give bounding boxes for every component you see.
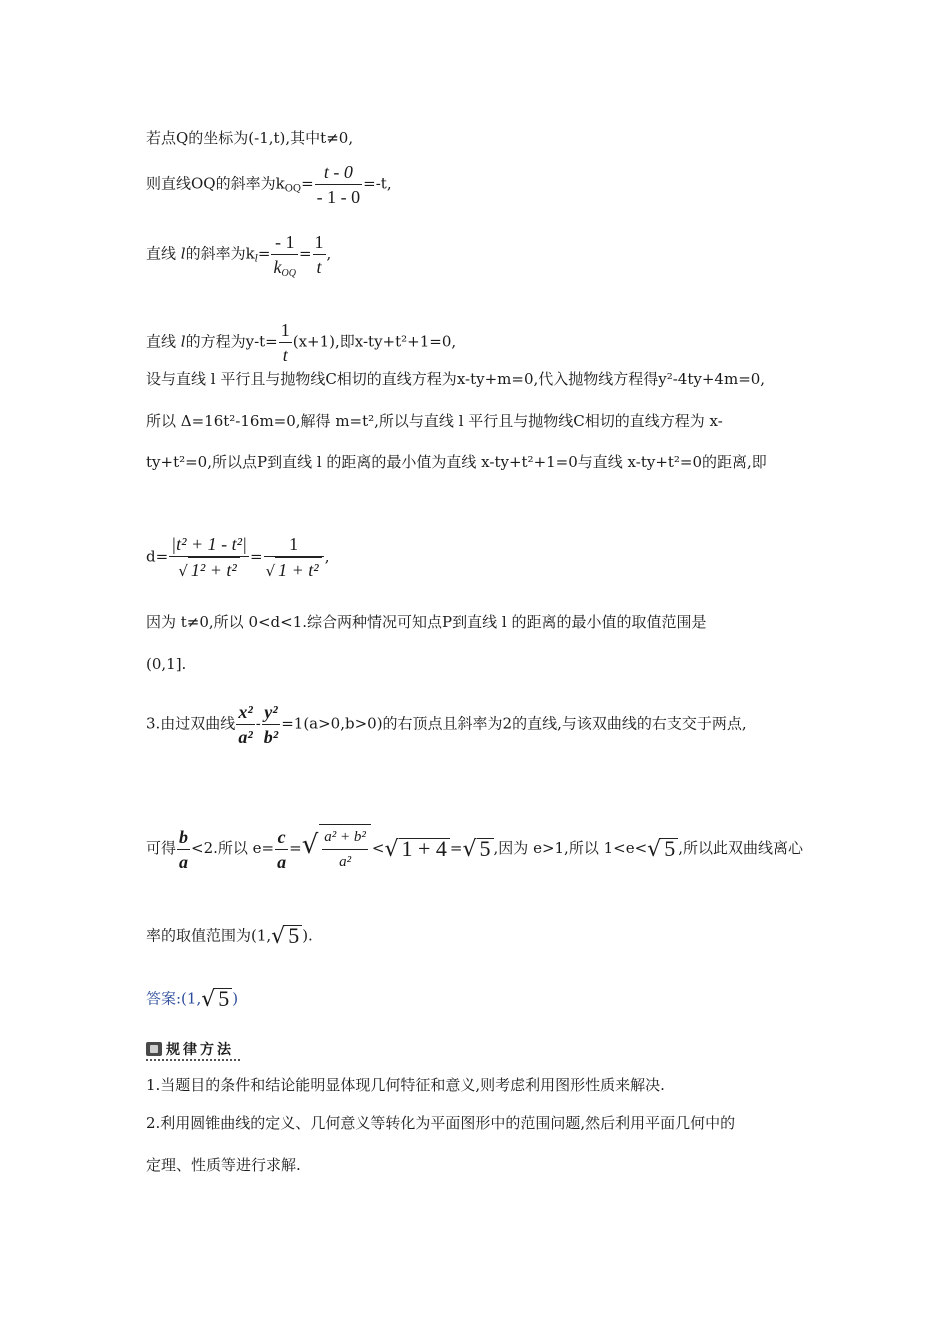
denominator: t (282, 345, 288, 365)
fraction (313, 230, 326, 279)
text: - (255, 714, 261, 733)
numerator: 1 (313, 230, 326, 255)
fraction (264, 532, 324, 583)
method-item: 定理、性质等进行求解. (146, 1156, 301, 1174)
fraction (271, 230, 297, 279)
denominator (264, 557, 324, 583)
fraction: $\frac{\text{a² + b²}}{\text{a²}}$ (319, 824, 371, 874)
text-line: 因为 t≠0,所以 0<d<1.综合两种情况可知点P到直线 l 的距离的最小值的取值范围是 (146, 613, 707, 631)
numerator: x² (236, 700, 254, 725)
denominator: a² (238, 727, 253, 747)
fraction (279, 318, 292, 367)
text: ). (302, 926, 313, 945)
sqrt: √ $\frac{\text{a² + b²}}{\text{a²}}$ (302, 824, 372, 874)
text: = (298, 244, 312, 263)
text: = (449, 839, 463, 857)
text-line: 所以 Δ=16t²-16m=0,解得 m=t²,所以与直线 l 平行且与抛物线C相切的直线方程为 x- (146, 412, 723, 430)
text-line: 若点Q的坐标为(-1,t),其中t≠0, (146, 129, 354, 147)
fraction (177, 825, 190, 874)
section-tag-label: 规律方法 (166, 1042, 234, 1058)
denominator: a (277, 851, 287, 872)
text-line (146, 160, 392, 209)
text: =1(a>0,b>0)的右顶点且斜率为2的直线,与该双曲线的右支交于两点, (281, 714, 747, 733)
numerator: 1 (264, 532, 324, 557)
fraction (169, 532, 249, 583)
sqrt: √ 5 (201, 988, 232, 1011)
text: = (250, 547, 263, 566)
method-item: 1.当题目的条件和结论能明显体现几何特征和意义,则考虑利用图形性质来解决. (146, 1076, 665, 1094)
denominator (169, 557, 249, 583)
text-line (146, 925, 313, 948)
text: 3.由过双曲线 (146, 714, 236, 733)
text-line (146, 318, 456, 367)
numerator: y² (262, 700, 280, 725)
fraction (275, 825, 288, 874)
text: < (371, 839, 385, 857)
text-line: (0,1]. (146, 655, 187, 673)
denominator: $k_{OQ}$ (273, 257, 296, 279)
subscript: l (254, 253, 258, 265)
sqrt: √ 1 + 4 (384, 838, 449, 861)
text: 直线 (146, 244, 177, 263)
text-line (146, 532, 329, 583)
numerator: 1 (279, 318, 292, 343)
denominator: t (316, 257, 322, 277)
sqrt: √ 1 + t² (266, 557, 322, 583)
variable-l: l (180, 244, 186, 263)
text: (x+1),即x-ty+t²+1=0, (292, 332, 457, 351)
text: 的方程为y-t= (185, 332, 278, 351)
text: ) (232, 989, 239, 1008)
fraction (236, 700, 254, 749)
text: 可得 (146, 839, 177, 857)
sqrt: √ 1² + t² (178, 557, 240, 583)
text: =-t, (363, 174, 392, 193)
text: 则直线OQ的斜率为k (146, 174, 285, 193)
text: , (324, 547, 330, 566)
text: 的斜率为k (185, 244, 255, 263)
answer-line (146, 988, 238, 1011)
fraction (315, 160, 363, 209)
denominator: - 1 - 0 (316, 187, 361, 207)
text-line (146, 700, 747, 749)
subscript: OQ (284, 183, 302, 195)
denominator: a (179, 851, 189, 872)
text: ,因为 e>1,所以 1<e< (493, 839, 648, 857)
text-line (146, 230, 331, 279)
numerator: |t² + 1 - t²| (169, 532, 249, 557)
numerator: t - 0 (315, 160, 363, 185)
text: 率的取值范围为(1, (146, 926, 272, 945)
text-line (146, 824, 803, 874)
text: <2.所以 e= (191, 839, 275, 857)
variable-l: l (180, 332, 186, 351)
numerator: - 1 (271, 230, 297, 255)
text: 直线 (146, 332, 177, 351)
answer-label: 答案:(1, (146, 989, 202, 1008)
text-line: 设与直线 l 平行且与抛物线C相切的直线方程为x-ty+m=0,代入抛物线方程得y²-4ty+4m=0, (146, 370, 766, 388)
text: , (326, 244, 332, 263)
text-line: ty+t²=0,所以点P到直线 l 的距离的最小值为直线 x-ty+t²+1=0与直线 x-ty+t²=0的距离,即 (146, 453, 767, 471)
denominator: b² (263, 727, 279, 747)
text: = (301, 174, 314, 193)
section-tag (146, 1039, 240, 1061)
sqrt: √ 5 (647, 838, 678, 861)
sqrt: √ 5 (271, 925, 302, 948)
book-icon (146, 1042, 162, 1056)
numerator: b (177, 825, 190, 850)
text: d= (146, 547, 169, 566)
numerator: c (275, 825, 288, 850)
text: ,所以此双曲线离心 (678, 839, 803, 857)
text: = (257, 244, 271, 263)
fraction (262, 700, 280, 749)
method-item: 2.利用圆锥曲线的定义、几何意义等转化为平面图形中的范围问题,然后利用平面几何中的 (146, 1114, 736, 1132)
sqrt: √ 5 (463, 838, 494, 861)
text: = (289, 839, 302, 857)
